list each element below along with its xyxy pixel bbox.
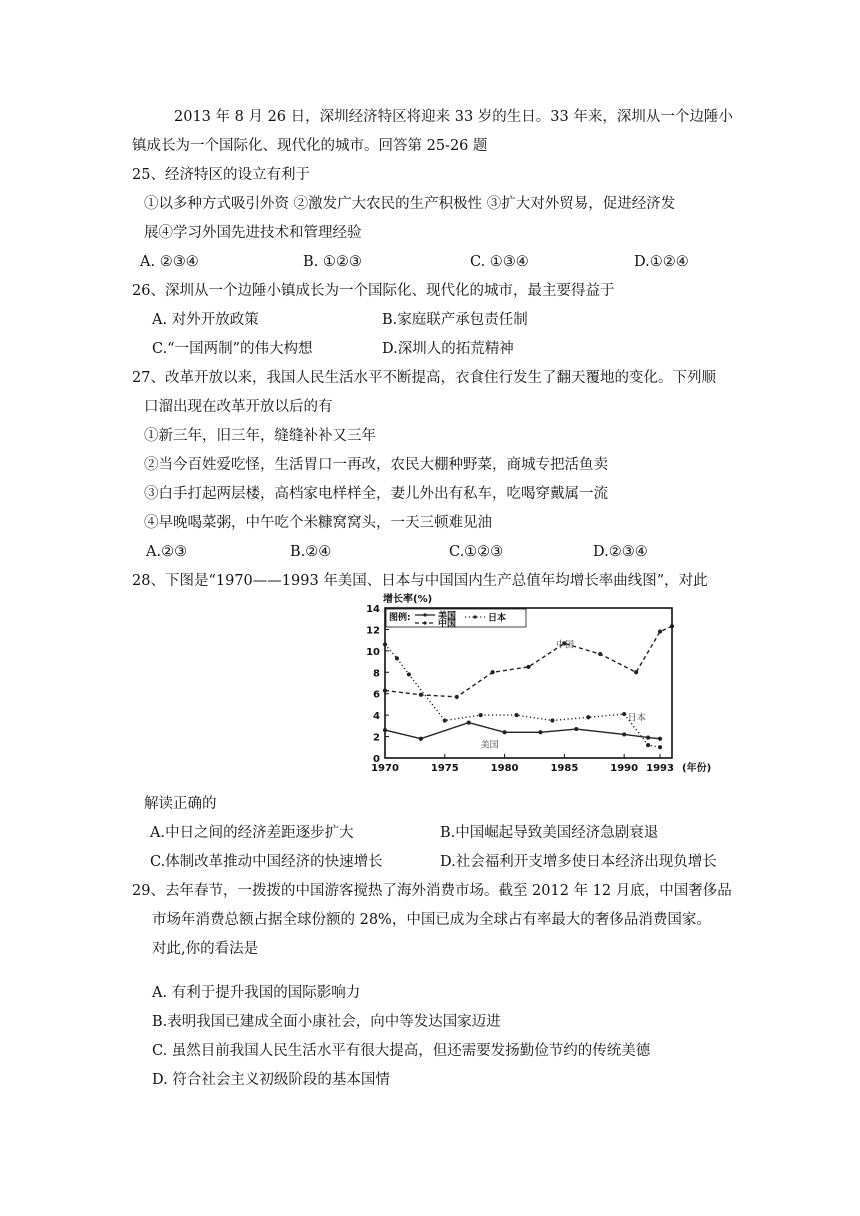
x-tick-label: 1993: [646, 763, 674, 774]
data-point-japan: [658, 745, 662, 749]
data-point-usa: [419, 737, 423, 741]
q27-item-2: ②当今百姓爱吃怪，生活胃口一再改，农民大棚种野菜，商城专把活鱼卖: [144, 457, 608, 473]
series-label-japan: 日本: [627, 713, 646, 724]
y-tick-label: 4: [373, 711, 380, 723]
legend-label-usa: 美国: [438, 611, 457, 622]
data-point-usa: [658, 737, 662, 741]
x-tick-label: 1980: [490, 763, 519, 774]
q28-option-a: A.中日之间的经济差距逐步扩大: [150, 825, 354, 841]
q29-stem-line-2: 市场年消费总额占据全球份额的 28%，中国已成为全球占有率最大的奢侈品消费国家。: [152, 912, 711, 928]
data-point-usa: [622, 732, 626, 736]
q27-stem-line-2: 口溜出现在改革开放以后的有: [144, 399, 333, 415]
q28-option-b: B.中国崛起导致美国经济急剧衰退: [440, 825, 659, 841]
legend-label-china: 中国: [438, 619, 457, 630]
data-point-china: [670, 624, 674, 628]
q27-option-d: D.②③④: [593, 544, 648, 560]
data-point-japan: [550, 718, 554, 722]
x-axis-label: (年份): [682, 763, 712, 774]
q27-item-3: ③白手打起两层楼，高档家电样样全，妻儿外出有私车，吃喝穿戴属一流: [144, 486, 608, 502]
data-point-japan: [646, 743, 650, 747]
q28-option-c: C.体制改革推动中国经济的快速增长: [150, 854, 383, 870]
data-point-china: [634, 670, 638, 674]
data-point-china: [419, 693, 423, 697]
intro-line-2: 镇成长为一个国际化、现代化的城市。回答第 25-26 题: [132, 138, 488, 154]
legend-label-japan: 日本: [488, 613, 507, 624]
data-point-japan: [407, 672, 411, 676]
x-tick-label: 1990: [610, 763, 639, 774]
y-tick-label: 2: [373, 732, 380, 744]
data-point-japan: [586, 715, 590, 719]
data-point-usa: [383, 728, 387, 732]
y-tick-label: 6: [373, 689, 380, 701]
data-point-china: [598, 652, 602, 656]
intro-line-1: 2013 年 8 月 26 日，深圳经济特区将迎来 33 岁的生日。33 年来，深圳从一个边陲小: [174, 109, 733, 125]
q28-stem: 28、下图是“1970——1993 年美国、日本与中国国内生产总值年均增长率曲线图”，对此: [132, 573, 708, 589]
q25-option-c: C. ①③④: [470, 254, 529, 270]
q27-option-b: B.②④: [290, 544, 332, 560]
data-point-china: [383, 688, 387, 692]
legend-marker: [423, 621, 426, 624]
y-tick-label: 14: [366, 604, 380, 615]
q27-item-4: ④早晚喝菜粥，中午吃个米糠窝窝头，一天三顿难见油: [144, 515, 492, 531]
q25-option-b: B. ①②③: [303, 254, 362, 270]
legend-marker: [473, 615, 476, 618]
x-tick-label: 1985: [550, 763, 579, 774]
chart-legend: [386, 609, 526, 630]
legend-title: 图例:: [389, 613, 411, 623]
q25-statements-line-1: ①以多种方式吸引外资 ②激发广大农民的生产积极性 ③扩大对外贸易，促进经济发: [144, 196, 676, 212]
q29-option-b: B.表明我国已建成全面小康社会，向中等发达国家迈进: [152, 1014, 501, 1030]
y-tick-label: 0: [373, 754, 380, 765]
data-point-usa: [574, 727, 578, 731]
data-point-usa: [538, 730, 542, 734]
data-point-japan: [383, 642, 387, 646]
q29-stem-line-1: 29、去年春节，一拨拨的中国游客搅热了海外消费市场。截至 2012 年 12 月底，中国奢侈品: [132, 883, 732, 899]
q25-option-a: A. ②③④: [140, 254, 199, 270]
q26-option-c: C.“一国两制”的伟大构想: [152, 341, 313, 357]
y-tick-label: 10: [366, 646, 380, 658]
q29-option-a: A. 有利于提升我国的国际影响力: [152, 985, 361, 1001]
x-tick-label: 1970: [371, 763, 399, 774]
data-point-japan: [479, 713, 483, 717]
q27-option-c: C.①②③: [449, 544, 504, 560]
y-axis-label: 增长率(%): [383, 594, 433, 605]
q29-option-c: C. 虽然目前我国人民生活水平有很大提高，但还需要发扬勤俭节约的传统美德: [152, 1043, 651, 1059]
data-point-china: [658, 629, 662, 633]
q25-stem: 25、经济特区的设立有利于: [132, 167, 310, 183]
gdp-growth-chart: [0, 586, 860, 776]
q29-option-d: D. 符合社会主义初级阶段的基本国情: [152, 1072, 390, 1088]
q27-stem-line-1: 27、改革开放以来，我国人民生活水平不断提高，衣食住行发生了翻天覆地的变化。下列顺: [132, 370, 716, 386]
q28-stem-line-2: 解读正确的: [144, 796, 217, 812]
q29-stem-line-3: 对此,你的看法是: [152, 941, 259, 957]
q25-option-d: D.①②④: [634, 254, 689, 270]
legend-marker: [423, 613, 426, 616]
data-point-usa: [646, 736, 650, 740]
y-tick-label: 8: [373, 668, 380, 680]
y-tick-label: 12: [366, 625, 380, 637]
data-point-japan: [622, 712, 626, 716]
q26-option-d: D.深圳人的拓荒精神: [382, 341, 514, 357]
q27-item-1: ①新三年，旧三年，缝缝补补又三年: [144, 428, 376, 444]
data-point-japan: [443, 718, 447, 722]
data-point-japan: [514, 713, 518, 717]
data-point-china: [491, 670, 495, 674]
series-line-china: [385, 626, 672, 697]
q27-option-a: A.②③: [146, 544, 188, 560]
x-tick-label: 1975: [430, 763, 459, 774]
data-point-china: [455, 695, 459, 699]
data-point-japan: [395, 656, 399, 660]
q26-option-b: B.家庭联产承包责任制: [382, 312, 528, 328]
series-label-china: 中国: [556, 640, 575, 651]
q26-option-a: A. 对外开放政策: [152, 312, 259, 328]
q28-option-d: D.社会福利开支增多使日本经济出现负增长: [440, 854, 717, 870]
data-point-usa: [467, 721, 471, 725]
data-point-usa: [502, 730, 506, 734]
q26-stem: 26、深圳从一个边陲小镇成长为一个国际化、现代化的城市，最主要得益于: [132, 283, 615, 299]
data-point-china: [526, 665, 530, 669]
series-line-usa: [385, 723, 660, 739]
q25-statements-line-2: 展④学习外国先进技术和管理经验: [144, 225, 362, 241]
series-label-usa: 美国: [480, 740, 499, 751]
